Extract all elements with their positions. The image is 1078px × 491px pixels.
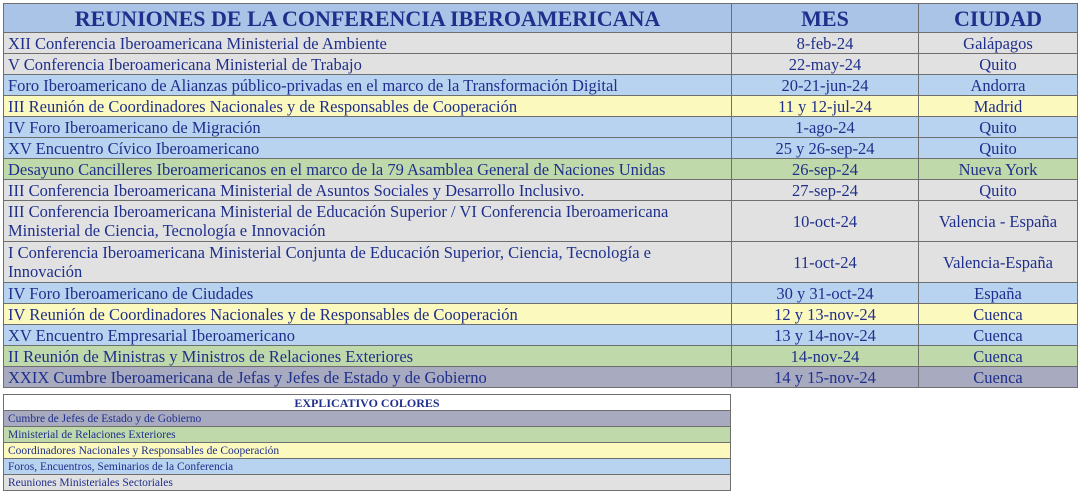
meeting-date: 12 y 13-nov-24	[732, 304, 919, 325]
meeting-city: Galápagos	[919, 33, 1078, 54]
meetings-body	[4, 33, 1078, 388]
meeting-date: 22-may-24	[732, 54, 919, 75]
table-row	[4, 33, 1078, 54]
meeting-name: IV Foro Iberoamericano de Migración	[4, 117, 732, 138]
table-row	[4, 117, 1078, 138]
meeting-city: Quito	[919, 138, 1078, 159]
legend-title: EXPLICATIVO COLORES	[4, 395, 731, 411]
meeting-city: Cuenca	[919, 304, 1078, 325]
meeting-date: 30 y 31-oct-24	[732, 283, 919, 304]
meeting-city: Andorra	[919, 75, 1078, 96]
meeting-city: Quito	[919, 117, 1078, 138]
meeting-date: 25 y 26-sep-24	[732, 138, 919, 159]
meeting-city: Cuenca	[919, 367, 1078, 388]
legend-row	[4, 411, 731, 427]
legend-row	[4, 475, 731, 491]
meeting-name: XXIX Cumbre Iberoamericana de Jefas y Jefes de Estado y de Gobierno	[4, 367, 732, 388]
color-legend	[3, 394, 731, 491]
meeting-city: Nueva York	[919, 159, 1078, 180]
meeting-name: XV Encuentro Cívico Iberoamericano	[4, 138, 732, 159]
meeting-name: Desayuno Cancilleres Iberoamericanos en el marco de la 79 Asamblea General de Naciones Unidas	[4, 159, 732, 180]
table-row	[4, 367, 1078, 388]
meeting-name: IV Reunión de Coordinadores Nacionales y de Responsables de Cooperación	[4, 304, 732, 325]
meeting-date: 11-oct-24	[732, 242, 919, 283]
legend-row	[4, 459, 731, 475]
meeting-name: IV Foro Iberoamericano de Ciudades	[4, 283, 732, 304]
meeting-name: III Conferencia Iberoamericana Ministerial de Educación Superior / VI Conferencia Iberoamericana Ministerial de Ciencia, Tecnología e Innovación	[4, 201, 732, 242]
meeting-city: Valencia-España	[919, 242, 1078, 283]
meeting-city: España	[919, 283, 1078, 304]
meeting-city: Valencia - España	[919, 201, 1078, 242]
header-row	[4, 4, 1078, 33]
meeting-name: V Conferencia Iberoamericana Ministerial de Trabajo	[4, 54, 732, 75]
legend-item: Cumbre de Jefes de Estado y de Gobierno	[4, 411, 731, 427]
legend-item: Foros, Encuentros, Seminarios de la Conferencia	[4, 459, 731, 475]
legend-item: Coordinadores Nacionales y Responsables de Cooperación	[4, 443, 731, 459]
meeting-date: 13 y 14-nov-24	[732, 325, 919, 346]
meeting-name: II Reunión de Ministras y Ministros de Relaciones Exteriores	[4, 346, 732, 367]
meeting-date: 27-sep-24	[732, 180, 919, 201]
legend-row	[4, 443, 731, 459]
legend-body	[4, 395, 731, 491]
meeting-date: 8-feb-24	[732, 33, 919, 54]
meeting-date: 26-sep-24	[732, 159, 919, 180]
header-city: CIUDAD	[919, 4, 1078, 33]
header-title: REUNIONES DE LA CONFERENCIA IBEROAMERICANA	[4, 4, 732, 33]
table-row	[4, 325, 1078, 346]
table-row	[4, 159, 1078, 180]
table-row	[4, 201, 1078, 242]
legend-row	[4, 427, 731, 443]
meeting-date: 11 y 12-jul-24	[732, 96, 919, 117]
legend-title-row	[4, 395, 731, 411]
meeting-date: 20-21-jun-24	[732, 75, 919, 96]
meeting-name: III Reunión de Coordinadores Nacionales y de Responsables de Cooperación	[4, 96, 732, 117]
meeting-date: 1-ago-24	[732, 117, 919, 138]
header-month: MES	[732, 4, 919, 33]
table-row	[4, 180, 1078, 201]
meeting-date: 14-nov-24	[732, 346, 919, 367]
meeting-city: Quito	[919, 54, 1078, 75]
meeting-name: Foro Iberoamericano de Alianzas público-privadas en el marco de la Transformación Digital	[4, 75, 732, 96]
table-row	[4, 242, 1078, 283]
table-row	[4, 75, 1078, 96]
table-row	[4, 304, 1078, 325]
legend-item: Reuniones Ministeriales Sectoriales	[4, 475, 731, 491]
table-row	[4, 138, 1078, 159]
meeting-city: Quito	[919, 180, 1078, 201]
meetings-table	[3, 3, 1078, 388]
meeting-date: 14 y 15-nov-24	[732, 367, 919, 388]
meeting-date: 10-oct-24	[732, 201, 919, 242]
legend-item: Ministerial de Relaciones Exteriores	[4, 427, 731, 443]
meeting-city: Madrid	[919, 96, 1078, 117]
meeting-city: Cuenca	[919, 325, 1078, 346]
meeting-city: Cuenca	[919, 346, 1078, 367]
meeting-name: III Conferencia Iberoamericana Ministerial de Asuntos Sociales y Desarrollo Inclusivo.	[4, 180, 732, 201]
meeting-name: I Conferencia Iberoamericana Ministerial Conjunta de Educación Superior, Ciencia, Tecnología e Innovación	[4, 242, 732, 283]
table-row	[4, 54, 1078, 75]
table-row	[4, 346, 1078, 367]
meeting-name: XV Encuentro Empresarial Iberoamericano	[4, 325, 732, 346]
table-row	[4, 96, 1078, 117]
meeting-name: XII Conferencia Iberoamericana Ministerial de Ambiente	[4, 33, 732, 54]
table-row	[4, 283, 1078, 304]
